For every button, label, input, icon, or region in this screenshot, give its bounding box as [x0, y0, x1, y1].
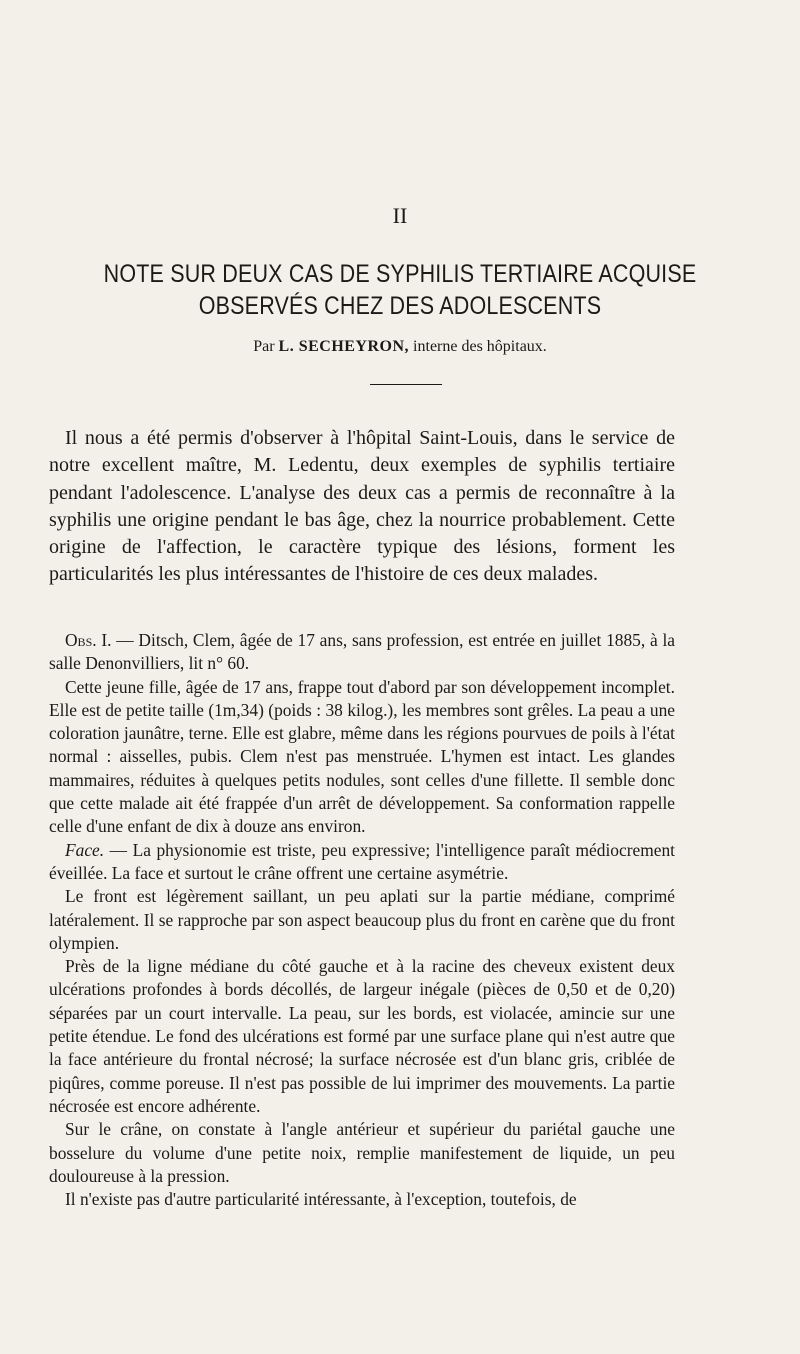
face-label: Face. — [65, 839, 105, 860]
author-name: L. SECHEYRON, — [278, 338, 410, 355]
byline-prefix: Par — [253, 338, 275, 355]
article-title-line-2: OBSERVÉS CHEZ DES ADOLESCENTS — [198, 292, 602, 320]
observation-patient-intro: Ditsch, Clem, âgée de 17 ans, sans profession, est entrée en juillet 1885, à la salle Denonvilliers, lit n° 60. — [49, 630, 675, 674]
observation-paragraph-face — [49, 839, 675, 886]
section-numeral: II — [392, 203, 408, 228]
byline — [0, 337, 800, 357]
observation-dash: — — [111, 630, 139, 650]
observation-paragraph-development: Cette jeune fille, âgée de 17 ans, frappe tout d'abord par son développement incomplet. Elle est de petite taille (1m,34) (poids : 38 kilog.), les membres sont grêles. La peau a une coloration jaunâtre, terne. Elle est glabre, même dans les régions pourvues de poils à l'état normal : aisselles, pubis. Clem n'est pas menstruée. L'hymen est intact. Les glandes mammaires, réduites à quelques petits nodules, sont celles d'une fillette. Il semble donc que cette malade ait été frappée d'un arrêt de développement. Sa conformation rappelle celle d'une enfant de dix à douze ans environ. — [49, 676, 675, 837]
author-affiliation: interne des hôpitaux. — [413, 338, 547, 355]
face-text: La physionomie est triste, peu expressive; l'intelligence paraît médiocrement éveillée. La face et surtout le crâne offrent une certaine asymétrie. — [49, 839, 675, 883]
article-title-line-1: NOTE SUR DEUX CAS DE SYPHILIS TERTIAIRE ACQUISE — [103, 260, 697, 288]
title-divider — [370, 384, 442, 385]
intro-paragraph: Il nous a été permis d'observer à l'hôpital Saint-Louis, dans le service de notre excellent maître, M. Ledentu, deux exemples de syphilis tertiaire pendant l'adolescence. L'analyse des deux cas a permis de reconnaître à la syphilis une origine pendant le bas âge, chez la nourrice probablement. Cette origine de l'affection, le caractère typique des lésions, forment les particularités les plus intéressantes de l'histoire de ces deux malades. — [49, 427, 675, 586]
observation-paragraph-skull: Sur le crâne, on constate à l'angle antérieur et supérieur du pariétal gauche une bosselure du volume d'une petite noix, remplie manifestement de liquide, un peu douloureuse à la pression. — [49, 1119, 675, 1186]
observation-label: Obs. I. — [65, 630, 112, 650]
observation-paragraph-ulcerations: Près de la ligne médiane du côté gauche et à la racine des cheveux existent deux ulcérations profondes à bords décollés, de largeur inégale (pièces de 0,50 et de 0,20) séparées par un court intervalle. La peau, sur les bords, est violacée, amincie sur une petite étendue. Le fond des ulcérations est formé par une surface plane qui n'est autre que la face antérieure du frontal nécrosé; la surface nécrosée est d'un blanc gris, criblée de piqûres, comme poreuse. Il n'est pas possible de lui imprimer des mouvements. La partie nécrosée est encore adhérente. — [49, 956, 675, 1116]
observation-heading-paragraph — [49, 629, 675, 676]
observation-section — [49, 629, 675, 1211]
observation-paragraph-forehead: Le front est légèrement saillant, un peu aplati sur la partie médiane, comprimé latéralement. Il se rapproche par son aspect beaucoup plus du front en carène que du front olympien. — [49, 886, 675, 953]
observation-paragraph-continued: Il n'existe pas d'autre particularité intéressante, à l'exception, toutefois, de — [65, 1189, 577, 1210]
face-dash: — — [104, 839, 133, 860]
